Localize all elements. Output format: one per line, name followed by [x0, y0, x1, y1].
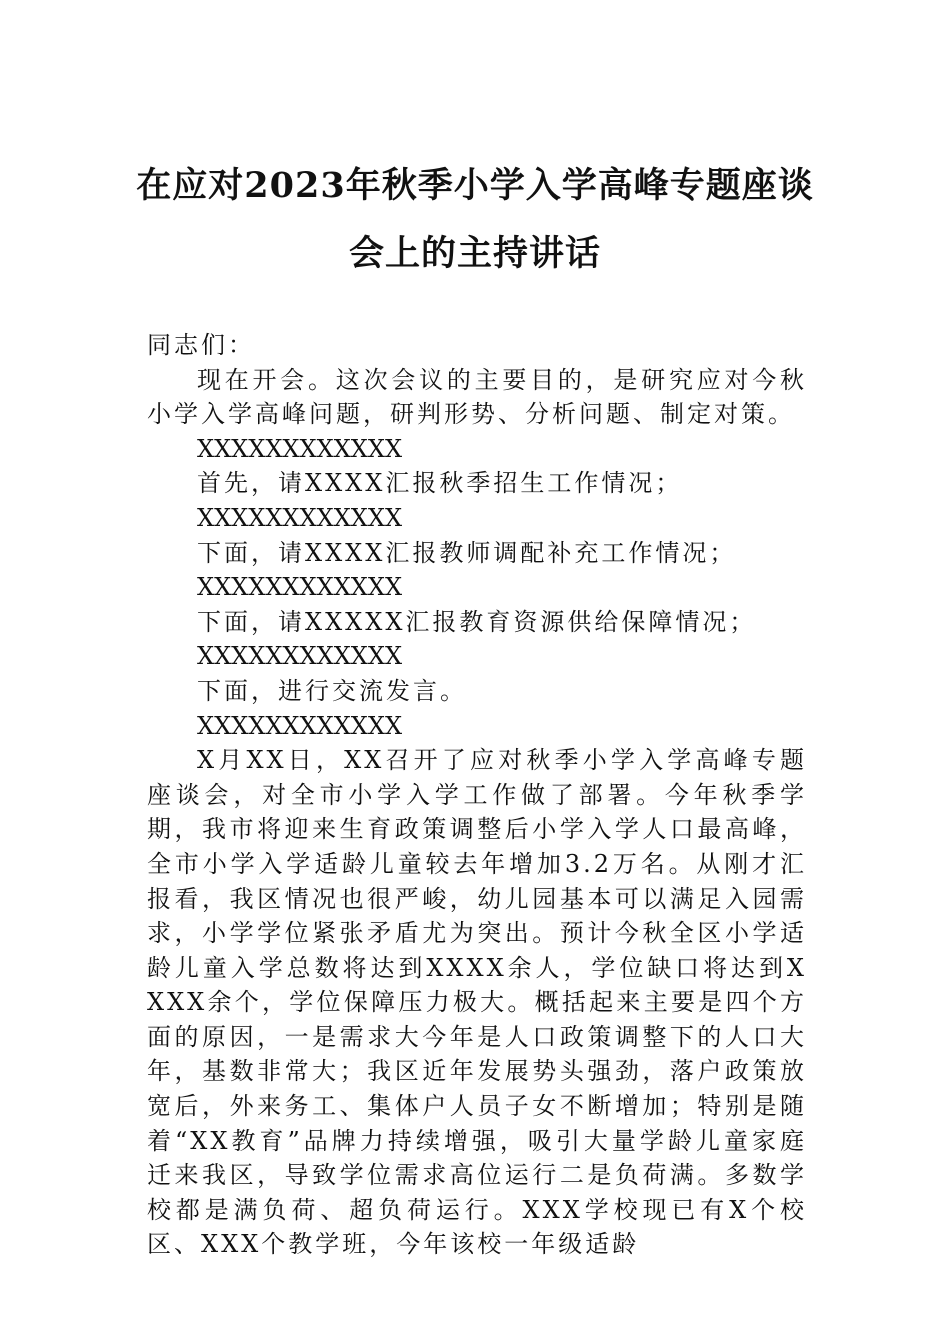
paragraph-discussion: 下面，进行交流发言。	[197, 676, 467, 705]
paragraph-report-1: 首先，请XXXX汇报秋季招生工作情况；	[197, 469, 683, 498]
placeholder-line: XXXXXXXXXXXX	[197, 503, 403, 532]
document-title-line-1: 在应对2023年秋季小学入学高峰专题座谈	[136, 165, 814, 206]
paragraph-opening: 现在开会。这次会议的主要目的，是研究应对今秋小学入学高峰问题，研判形势、分析问题、制定对策。	[147, 365, 807, 429]
document-body	[147, 328, 807, 1262]
placeholder-line: XXXXXXXXXXXX	[197, 434, 403, 463]
document-title-line-2: 会上的主持讲话	[348, 233, 601, 274]
paragraph-situation: X月XX日，XX召开了应对秋季小学入学高峰专题座谈会，对全市小学入学工作做了部署。今年秋季学期，我市将迎来生育政策调整后小学入学人口最高峰，全市小学入学适龄儿童较去年增加3.2万名。从刚才汇报看，我区情况也很严峻，幼儿园基本可以满足入园需求，小学学位紧张矛盾尤为突出。预计今秋全区小学适龄儿童入学总数将达到XXXX余人，学位缺口将达到XXXX余个，学位保障压力极大。概括起来主要是四个方面的原因，一是需求大今年是人口政策调整下的人口大年，基数非常大；我区近年发展势头强劲，落户政策放宽后，外来务工、集体户人员子女不断增加；特别是随着“XX教育”品牌力持续增强，吸引大量学龄儿童家庭迁来我区，导致学位需求高位运行二是负荷满。多数学校都是满负荷、超负荷运行。XXX学校现已有X个校区、XXX个教学班，今年该校一年级适龄	[147, 746, 807, 1259]
placeholder-line: XXXXXXXXXXXX	[197, 573, 403, 602]
placeholder-line: XXXXXXXXXXXX	[197, 642, 403, 671]
placeholder-line: XXXXXXXXXXXX	[197, 711, 403, 740]
salutation: 同志们：	[147, 331, 255, 359]
paragraph-report-2: 下面，请XXXX汇报教师调配补充工作情况；	[197, 538, 737, 567]
paragraph-report-3: 下面，请XXXXX汇报教育资源供给保障情况；	[197, 607, 757, 636]
